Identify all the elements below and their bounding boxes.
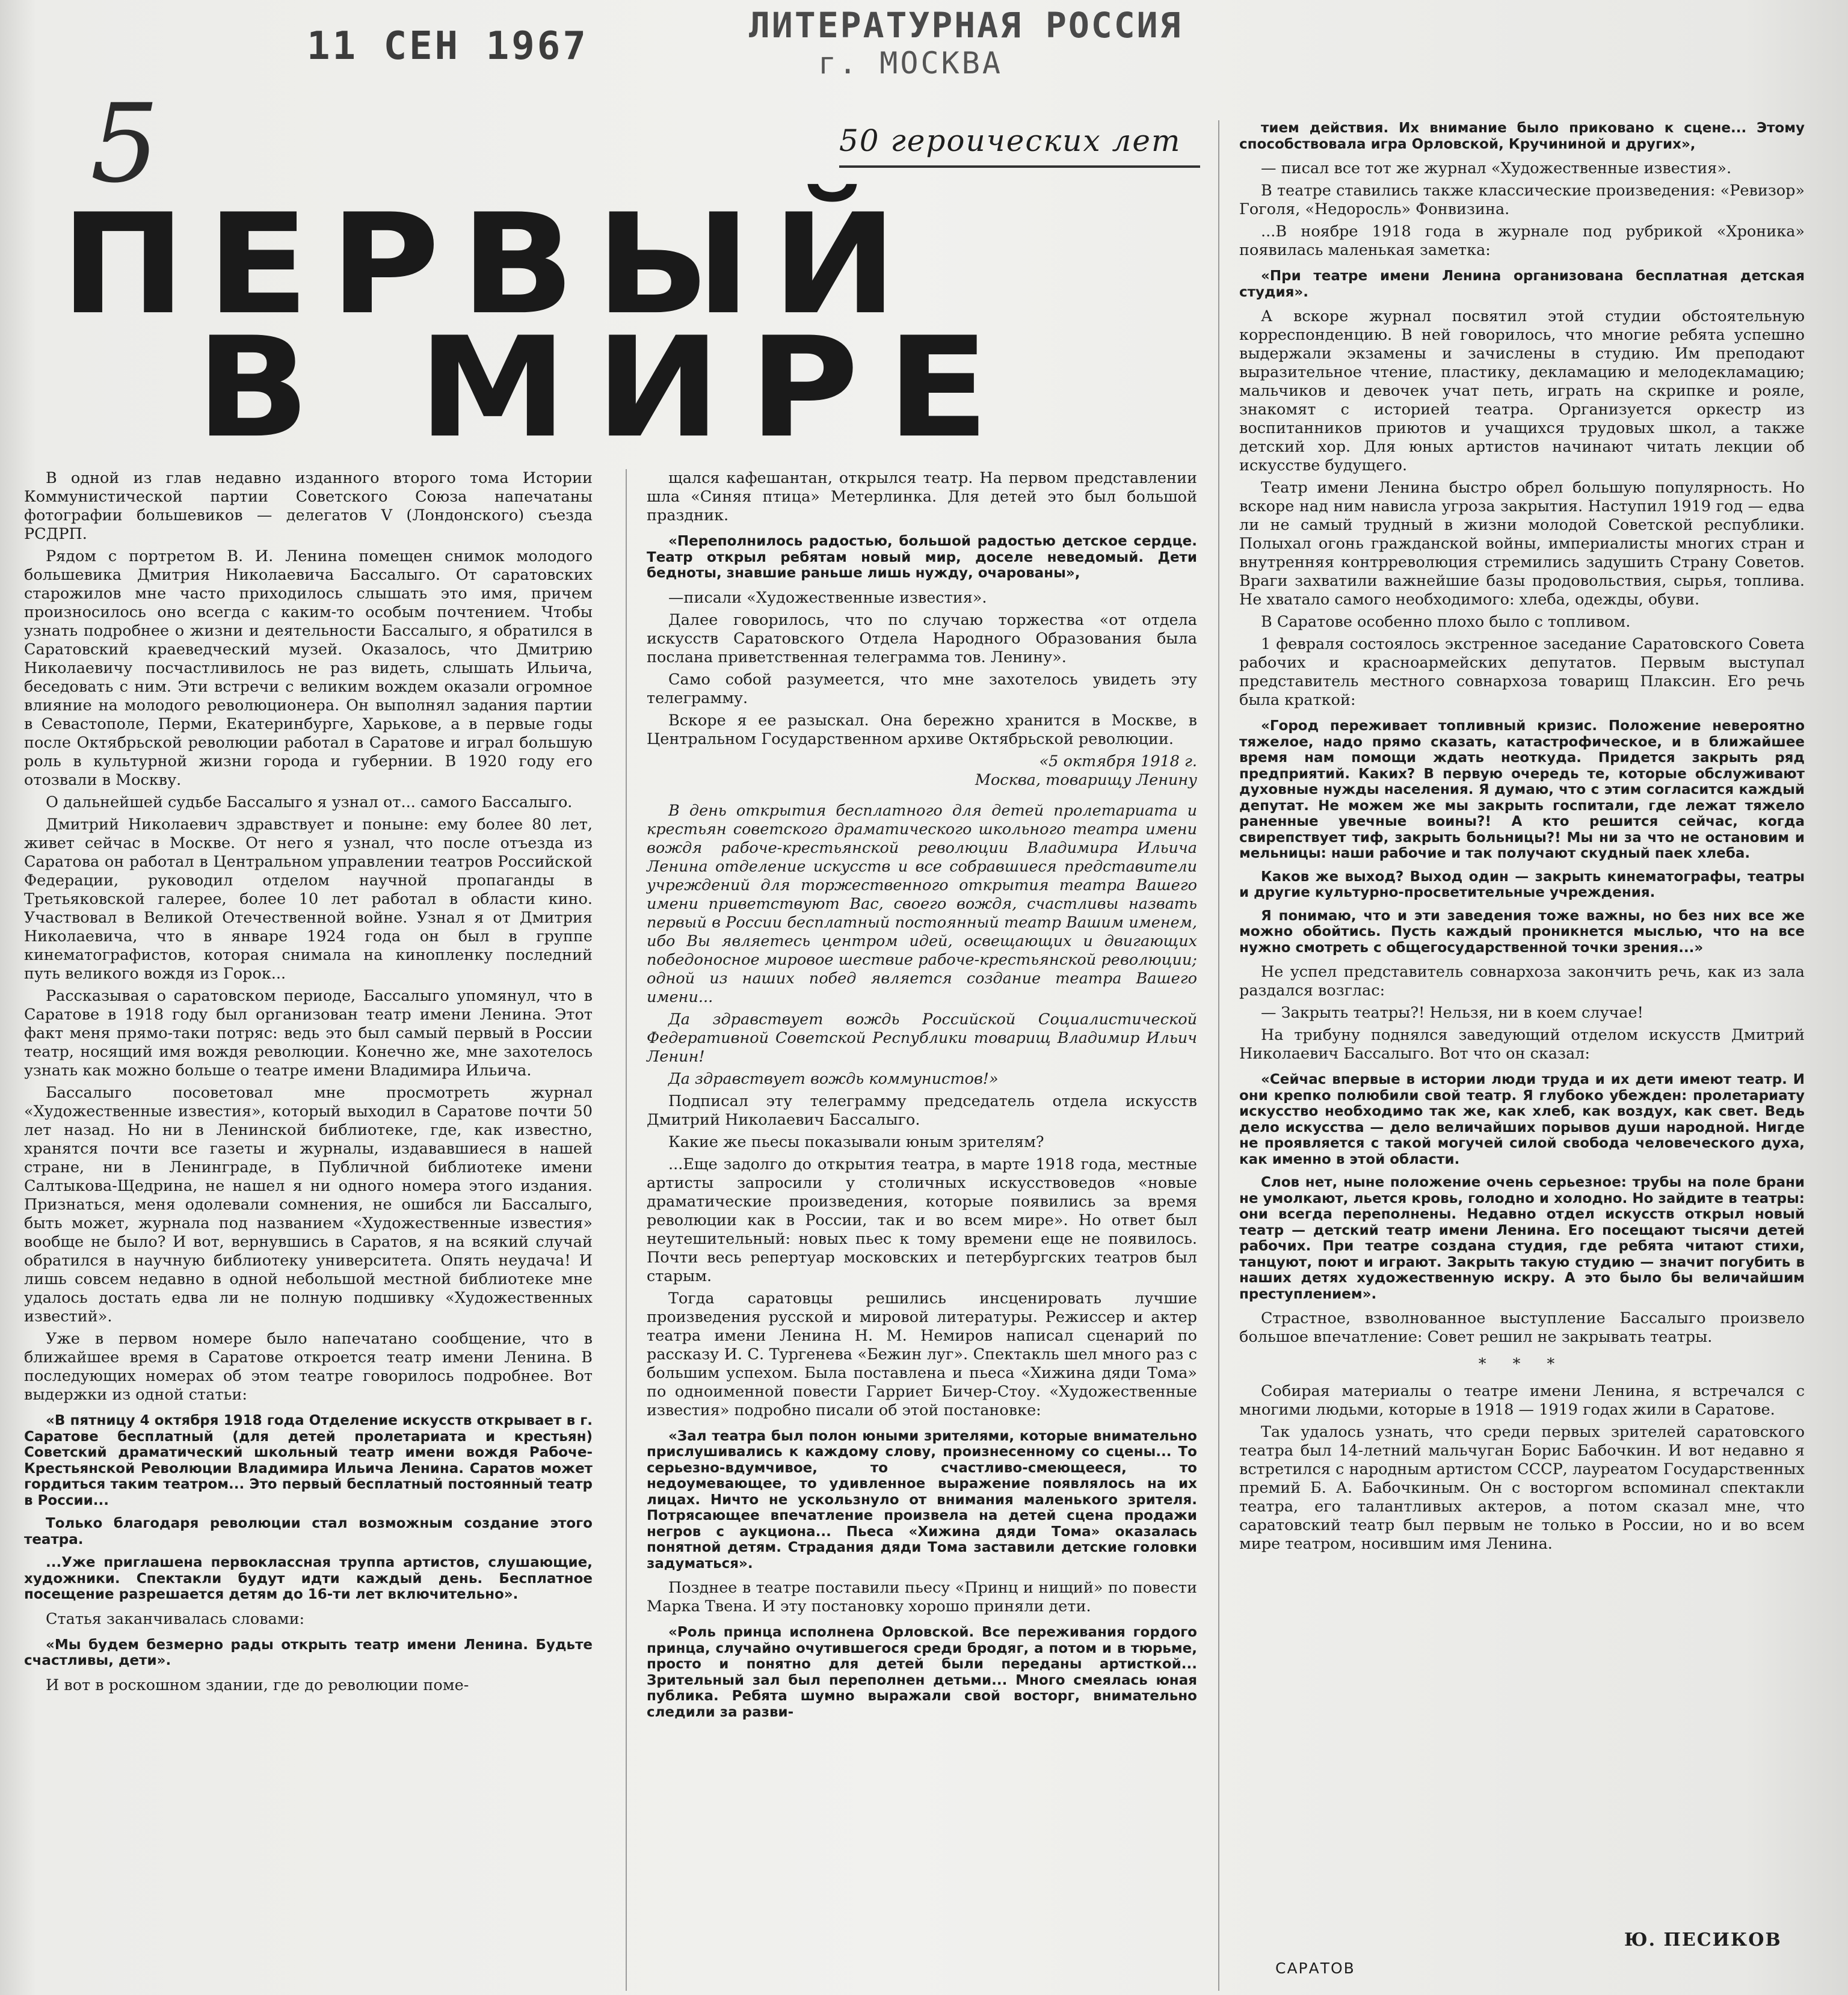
paragraph: В одной из глав недавно изданного второго тома Истории Коммунистической партии Советского Союза напечатаны фотографии большевиков — делегатов V (Лондонского) съезда РСДРП. [24,469,593,543]
telegram-date: «5 октября 1918 г. [1039,752,1197,770]
paragraph: Бассалыго посоветовал мне просмотреть журнал «Художественные известия», который выходил в Саратове почти 50 лет назад. Но ни в Ленинской библиотеке, где, как известно, хранятся почти все газеты и журналы, издававшиеся в нашей стране, ни в Ленинграде, в Публичной библиотеке имени Салтыкова-Щедрина, не нашел я ни одного номера этого издания. Признаться, меня одолевали сомнения, не ошибся ли Бассалыго, быть может, журнала под названием «Художественные известия» вообще не было? И вот, вернувшись в Саратов, я на всякий случай обратился в научную библиотеку университета. Опять неудача! И лишь совсем недавно в одной небольшой местной библиотеке мне удалось достать едва ли не полную подшивку «Художественных известий». [24,1084,593,1326]
paragraph: Страстное, взволнованное выступление Бассалыго произвело большое впечатление: Совет решил не закрывать театры. [1239,1309,1805,1346]
paragraph: Дмитрий Николаевич здравствует и поныне: ему более 80 лет, живет сейчас в Москве. От него я узнал, что после отъезда из Саратова он работал в Центральном управлении театров Российской Федерации, руководил отделом научной пропаганды в Третьяковской галерее, более 10 лет работал в области кино. Участвовал в Великой Отечественной войне. Узнал я от Дмитрия Николаевича, что в январе 1924 года он был в группе кинематографистов, которая снимала на кинопленку последний путь великого вождя из Горок... [24,816,593,983]
author-signature: Ю. ПЕСИКОВ [1624,1929,1782,1950]
paragraph: ...В ноябре 1918 года в журнале под рубрикой «Хроника» появилась маленькая заметка: [1239,223,1805,259]
paragraph: ...Еще задолго до открытия театра, в марте 1918 года, местные артисты запросили у столичных искусствоведов «новые драматические произведения, которые появились за время революции как в России, так и во всем мире». Но ответ был неутешительный: новых пьес к тому времени еще не появилось. Почти весь репертуар московских и петербургских театров был старым. [647,1155,1197,1285]
paragraph: —писали «Художественные известия». [668,588,987,607]
handwritten-page-number: 5 [90,81,159,207]
rubric-title: 50 героических лет [839,123,1181,158]
telegram-body: В день открытия бесплатного для детей пролетариата и крестьян советского драматического школьного театра имени вождя рабоче-крестьянской революции Владимира Ильича Ленина отделение искусств и все собравшиеся представители учреждений для торжественного открытия театра Вашего имени приветствуют Вас, своего вождя, счастливы назвать первый в России бесплатный постоянный театр Вашим именем, ибо Вы являетесь центром идей, освещающих и двигающих победоносное мировое шествие рабоче-крестьянской революции; одной из наших побед является создание театра Вашего имени... [647,801,1197,1006]
paragraph: Позднее в театре поставили пьесу «Принц и нищий» по повести Марка Твена. И эту постановку хорошо приняли дети. [647,1579,1197,1615]
telegram-cheer: Да здравствует вождь Российской Социалистической Федеративной Советской Республики товарищ Владимир Ильич Ленин! [647,1010,1197,1066]
date-stamp: 11 СЕН 1967 [307,24,588,69]
rubric-underline [839,165,1200,168]
paragraph: Театр имени Ленина быстро обрел большую популярность. Но вскоре над ним нависла угроза закрытия. Наступил 1919 год — едва ли не самый трудный в жизни молодой Советской республики. Полыхал огонь гражданской войны, империалисты многих стран и внутренняя контрреволюция стремились задушить Страну Советов. Враги захватили важнейшие базы продовольствия, сырья, топлива. Не хватало самого необходимого: хлеба, одежды, обуви. [1239,479,1805,609]
quotation: «Город переживает топливный кризис. Положение невероятно тяжелое, надо прямо сказать, катастрофическое, и в ближайшее время нам помощи ждать неоткуда. Придется закрыть ряд предприятий. Каких? В первую очередь те, которые обслуживают духовные нужды населения. Я думаю, что с этим согласится каждый депутат. Не можем же мы закрыть госпитали, где лежат тяжело раненные увечные воины?! А кто решится сейчас, когда свирепствует тиф, закрыть больницы?! Мы ни за что не остановим и мельницы: наши рабочие и так получают скудный паек хлеба. [1239,718,1805,861]
paragraph: щался кафешантан, открылся театр. На первом представлении шла «Синяя птица» Метерлинка. Для детей это был большой праздник. [647,469,1197,524]
quotation: «Роль принца исполнена Орловской. Все переживания гордого принца, случайно очутившегося среди бродяг, а потом и в тюрьме, просто и понятно для детей были переданы артисткой... Зрительный зал был переполнен детьми... Много смеялась юная публика. Ребята шумно выражали свой восторг, внимательно следили за разви- [647,1625,1197,1720]
paragraph: — писал все тот же журнал «Художественные известия». [1261,159,1732,177]
article-column-2 [647,469,1197,1727]
paragraph: Рассказывая о саратовском периоде, Бассалыго упомянул, что в Саратове в 1918 году был организован театр имени Ленина. Этот факт меня прямо-таки потряс: ведь это был самый первый в России театр, носящий имя вождя революции. Конечно же, мне захотелось узнать как можно больше о театре имени Владимира Ильича. [24,987,593,1080]
paragraph: А вскоре журнал посвятил этой студии обстоятельную корреспонденцию. В ней говорилось, что многие ребята успешно выдержали экзамены и зачислены в студию. Им преподают выразительное чтение, пластику, декламацию и мелодекламацию; мальчиков и девочек учат петь, играть на скрипке и рояле, знакомят с историей театра. Организуется оркестр из воспитанников приютов и учащихся трудовых школ, а также детский хор. Для юных артистов начинают читать лекции об искусстве будущего. [1239,307,1805,475]
column-divider [626,469,627,1991]
quotation: Каков же выход? Выход один — закрыть кинематографы, театры и другие культурно-просветительные учреждения. [1239,868,1805,900]
paragraph: Подписал эту телеграмму председатель отдела искусств Дмитрий Николаевич Бассалыго. [647,1092,1197,1129]
paragraph: Не успел представитель совнархоза закончить речь, как из зала раздался возглас: [1239,963,1805,1000]
newspaper-name-stamp: ЛИТЕРАТУРНАЯ РОССИЯ [749,5,1183,46]
quotation: Только благодаря революции стал возможным создание этого театра. [24,1516,593,1548]
paragraph: И вот в роскошном здании, где до революции поме- [46,1676,469,1694]
quotation: «Зал театра был полон юными зрителями, которые внимательно прислушивались к каждому слову, произнесенному со сцены... То серьезно-вдумчивое, то счастливо-смеющееся, то недоумевающее, то удивленное выражение появлялось на их лицах. Ничто не ускользнуло от внимания маленького зрителя. Потрясающее впечатление произвела на детей сцена продажи негров с аукциона... Пьеса «Хижина дяди Тома» оказалась понятной детям. Страдания дяди Тома заставили детские головки задуматься». [647,1428,1197,1572]
paragraph: Само собой разумеется, что мне захотелось увидеть эту телеграмму. [647,670,1197,707]
paragraph: 1 февраля состоялось экстренное заседание Саратовского Совета рабочих и красноармейских депутатов. Первым выступал представитель местного совнархоза товарищ Плаксин. Его речь была краткой: [1239,635,1805,709]
quotation: Я понимаю, что и эти заведения тоже важны, но без них все же можно обойтись. Пусть каждый проникнется мыслью, что на все нужно смотреть с общегосударственной точки зрения...» [1239,908,1805,956]
quotation: Слов нет, ныне положение очень серьезное: трубы на поле брани не умолкают, льется кровь, голодно и холодно. Но зайдите в театры: они всегда переполнены. Недавно отдел искусств открыл новый театр — детский театр имени Ленина. Его посещают тысячи детей рабочих. При театре создана студия, где ребята читают стихи, танцуют, поют и играют. Закрыть такую студию — значит погубить в наших детях художественную искру. А это было бы величайшим преступлением». [1239,1175,1805,1302]
quotation: «Мы будем безмерно рады открыть театр имени Ленина. Будьте счастливы, дети». [24,1637,593,1668]
paragraph: Статья заканчивалась словами: [46,1609,305,1628]
paragraph: В Саратове особенно плохо было с топливом. [1261,613,1631,631]
paragraph: О дальнейшей судьбе Бассалыго я узнал от... самого Бассалыго. [46,793,573,811]
column-divider [1218,120,1219,1991]
headline-line-1: ПЕРВЫЙ [60,183,919,345]
telegram-cheer: Да здравствует вождь коммунистов!» [668,1069,999,1088]
city-stamp: г. МОСКВА [818,46,1003,81]
article-column-3 [1239,120,1805,1557]
telegram-addressee: Москва, товарищу Ленину [975,770,1197,789]
quotation: «В пятницу 4 октября 1918 года Отделение искусств открывает в г. Саратове бесплатный (для детей пролетариата и крестьян) Советский драматический школьный театр имени вождя Рабоче-Крестьянской Революции Владимира Ильича Ленина. Саратов может гордиться таким театром... Это первый бесплатный постоянный театр в России... [24,1413,593,1508]
headline-line-2: В МИРЕ [196,307,1017,469]
quotation: тием действия. Их внимание было приковано к сцене... Этому способствовала игра Орловской, Кручининой и других», [1239,120,1805,152]
dateline-place: САРАТОВ [1275,1960,1355,1977]
paragraph: Уже в первом номере было напечатано сообщение, что в ближайшее время в Саратове откроется театр имени Ленина. В последующих номерах об этом театре говорилось подробнее. Вот выдержки из одной статьи: [24,1330,593,1404]
quotation: ...Уже приглашена первоклассная труппа артистов, слушающие, художники. Спектакли будут идти каждый день. Бесплатное посещение разрешается детям до 16-ти лет включительно». [24,1555,593,1602]
paragraph: На трибуну поднялся заведующий отделом искусств Дмитрий Николаевич Бассалыго. Вот что он сказал: [1239,1026,1805,1063]
quotation: «Сейчас впервые в истории люди труда и их дети имеют театр. И они крепко полюбили свой театр. Я глубоко убежден: пролетариату искусство необходимо так же, как хлеб, как воздух, как свет. Ведь дело искусства — дело величайших порывов души народной. Нигде не проявляется с такой могучей силой свобода человеческого духа, как именно в этой области. [1239,1072,1805,1167]
quotation: «Переполнилось радостью, большой радостью детское сердце. Театр открыл ребятам новый мир, доселе неведомый. Дети бедноты, знавшие раньше лишь нужду, очарованы», [647,533,1197,581]
paragraph: Собирая материалы о театре имени Ленина, я встречался с многими людьми, которые в 1918 — 1919 годах жили в Саратове. [1239,1382,1805,1419]
paragraph: Какие же пьесы показывали юным зрителям? [668,1133,1044,1151]
paragraph: Так удалось узнать, что среди первых зрителей саратовского театра был 14-летний мальчуган Борис Бабочкин. И вот недавно я встретился с народным артистом СССР, лауреатом Государственных премий Б. А. Бабочкиным. Он с восторгом вспоминал спектакли театра, его талантливых актеров, а потом сказал мне, что саратовский театр был первым не только в России, но и во всем мире театром, носившим имя Ленина. [1239,1423,1805,1553]
paragraph: В театре ставились также классические произведения: «Ревизор» Гоголя, «Недоросль» Фонвизина. [1239,182,1805,218]
paragraph: Тогда саратовцы решились инсценировать лучшие произведения русской и мировой литературы. Режиссер и актер театра имени Ленина Н. М. Немиров написал сценарий по рассказу И. С. Тургенева «Бежин луг». Спектакль шел много раз с большим успехом. Была поставлена и пьеса «Хижина дяди Тома» по одноименной повести Гарриет Бичер-Стоу. «Художественные известия» подробно писали об этой постановке: [647,1289,1197,1419]
paragraph: — Закрыть театры?! Нельзя, ни в коем случае! [1261,1004,1643,1022]
paragraph: Вскоре я ее разыскал. Она бережно хранится в Москве, в Центральном Государственном архиве Октябрьской революции. [647,711,1197,748]
article-column-1 [24,469,593,1698]
section-separator: * * * [1478,1355,1566,1373]
paragraph: Далее говорилось, что по случаю торжества «от отдела искусств Саратовского Отдела Народного Образования была послана приветственная телеграмма тов. Ленину». [647,610,1197,666]
quotation: «При театре имени Ленина организована бесплатная детская студия». [1239,268,1805,300]
paragraph: Рядом с портретом В. И. Ленина помещен снимок молодого большевика Дмитрия Николаевича Бассалыго. От саратовских старожилов мне часто приходилось слышать это имя, причем произносилось оно всегда с каким-то особым почтением. Чтобы узнать подробнее о жизни и деятельности Бассалыго, я обратился в Саратовский краеведческий музей. Оказалось, что Дмитрию Николаевичу посчастливилось не раз видеть, слышать Ильича, беседовать с ним. Эти встречи с великим вождем оказали огромное влияние на молодого революционера. Он выполнял задания партии в Севастополе, Перми, Екатеринбурге, Харькове, а в первые годы после Октябрьской революции работал в Саратове и играл большую роль в культурной жизни города и губернии. В 1920 году его отозвали в Москву. [24,547,593,789]
